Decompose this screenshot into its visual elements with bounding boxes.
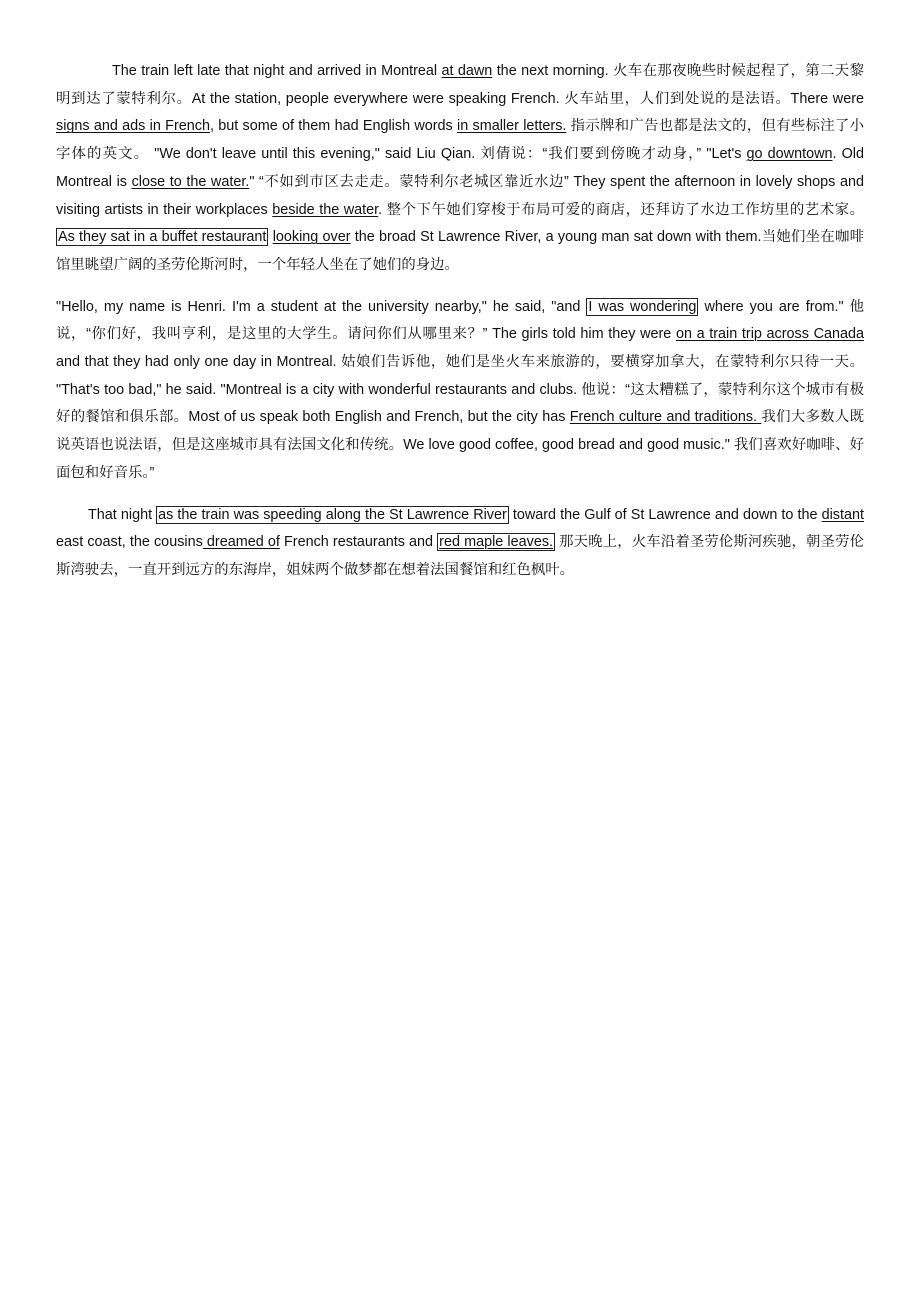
boxed-phrase: As they sat in a buffet restaurant [58,229,267,246]
underlined-phrase: at dawn [441,63,493,79]
text-segment: and that they had only one day in Montreal. 姑娘们告诉他，她们是坐火车来旅游的，要横穿加拿大，在蒙特利尔只待一天。 "That's too bad," he said. "Montreal is a city with wonderful restaurants and clubs. 他说：“这太糟糕了，蒙特利尔这个城市有极好的餐馆和俱乐部。Most of us speak both English and French, but the city has [56,354,864,426]
text-segment: . 整个下午她们穿梭于布局可爱的商店，还拜访了水边工作坊里的艺术家。 [378,201,864,218]
document-page [56,58,864,585]
text-segment: the next morning. 火车在那夜晚些时候起程了，第二天黎明到达了蒙特利尔。At the station, people everywhere were speaking French. 火车站里，人们到处说的是法语。There were [56,63,864,107]
underlined-phrase: dreamed of [202,534,280,551]
boxed-phrase: I was wondering [588,298,697,315]
underlined-phrase: signs and ads in French [56,118,210,135]
text-segment: The train left late that night and arrived in Montreal [112,63,442,79]
text-segment: " “不如到市区去走走。蒙特利尔老城区靠近水边” They spent the afternoon in lovely shops and visiting artists in their workplaces [56,173,864,218]
paragraph-1 [56,58,864,280]
underlined-phrase: go downtown [746,146,833,163]
text-segment: That night [88,506,157,523]
boxed-phrase: red maple leaves. [439,534,554,551]
text-segment: 那天晚上，火车沿着圣劳伦斯河疾驰，朝圣劳伦斯湾驶去，一直开到远方的东海岸，姐妹两个做梦都在想着法国餐馆和红色枫叶。 [56,534,865,578]
text-segment: 指示牌和广告也都是法文的，但有些标注了小字体的英文。 "We don't leave until this evening," said Liu Qian. 刘倩说：“我们要到傍晚才动身，” "Let's [56,118,864,163]
text-segment: where you are from." 他说，“你们好，我叫亨利，是这里的大学生。请问你们从哪里来？” The girls told him they were [56,298,864,343]
paragraph-3 [56,502,864,585]
underlined-phrase: distant [821,506,864,523]
underlined-phrase: close to the water. [131,173,250,190]
underlined-phrase: in smaller letters. [457,118,567,135]
boxed-phrase: as the train was speeding along the St Lawrence River [158,506,507,523]
underlined-phrase: on a train trip across Canada [675,326,864,343]
text-segment: . Old Montreal is [56,146,865,190]
text-segment: 我们大多数人既说英语也说法语，但是这座城市具有法国文化和传统。We love good coffee, good bread and good music." 我们喜欢好咖啡、好面包和好音乐。” [56,409,864,481]
paragraph-2 [56,294,864,488]
text-segment: , but some of them had English words [209,118,458,135]
underlined-phrase: French culture and traditions. [569,409,762,426]
text-segment: French restaurants and [279,534,438,551]
text-segment: east coast, the cousins [56,534,203,551]
text-segment: the broad St Lawrence River, a young man sat down with them.当她们坐在咖啡馆里眺望广阔的圣劳伦斯河时，一个年轻人坐在了她们的身边。 [56,229,864,273]
text-segment: toward the Gulf of St Lawrence and down to the [508,506,822,523]
text-segment: "Hello, my name is Henri. I'm a student at the university nearby," he said, "and [56,298,587,315]
underlined-phrase: beside the water [272,201,379,218]
underlined-phrase: looking over [272,229,351,246]
